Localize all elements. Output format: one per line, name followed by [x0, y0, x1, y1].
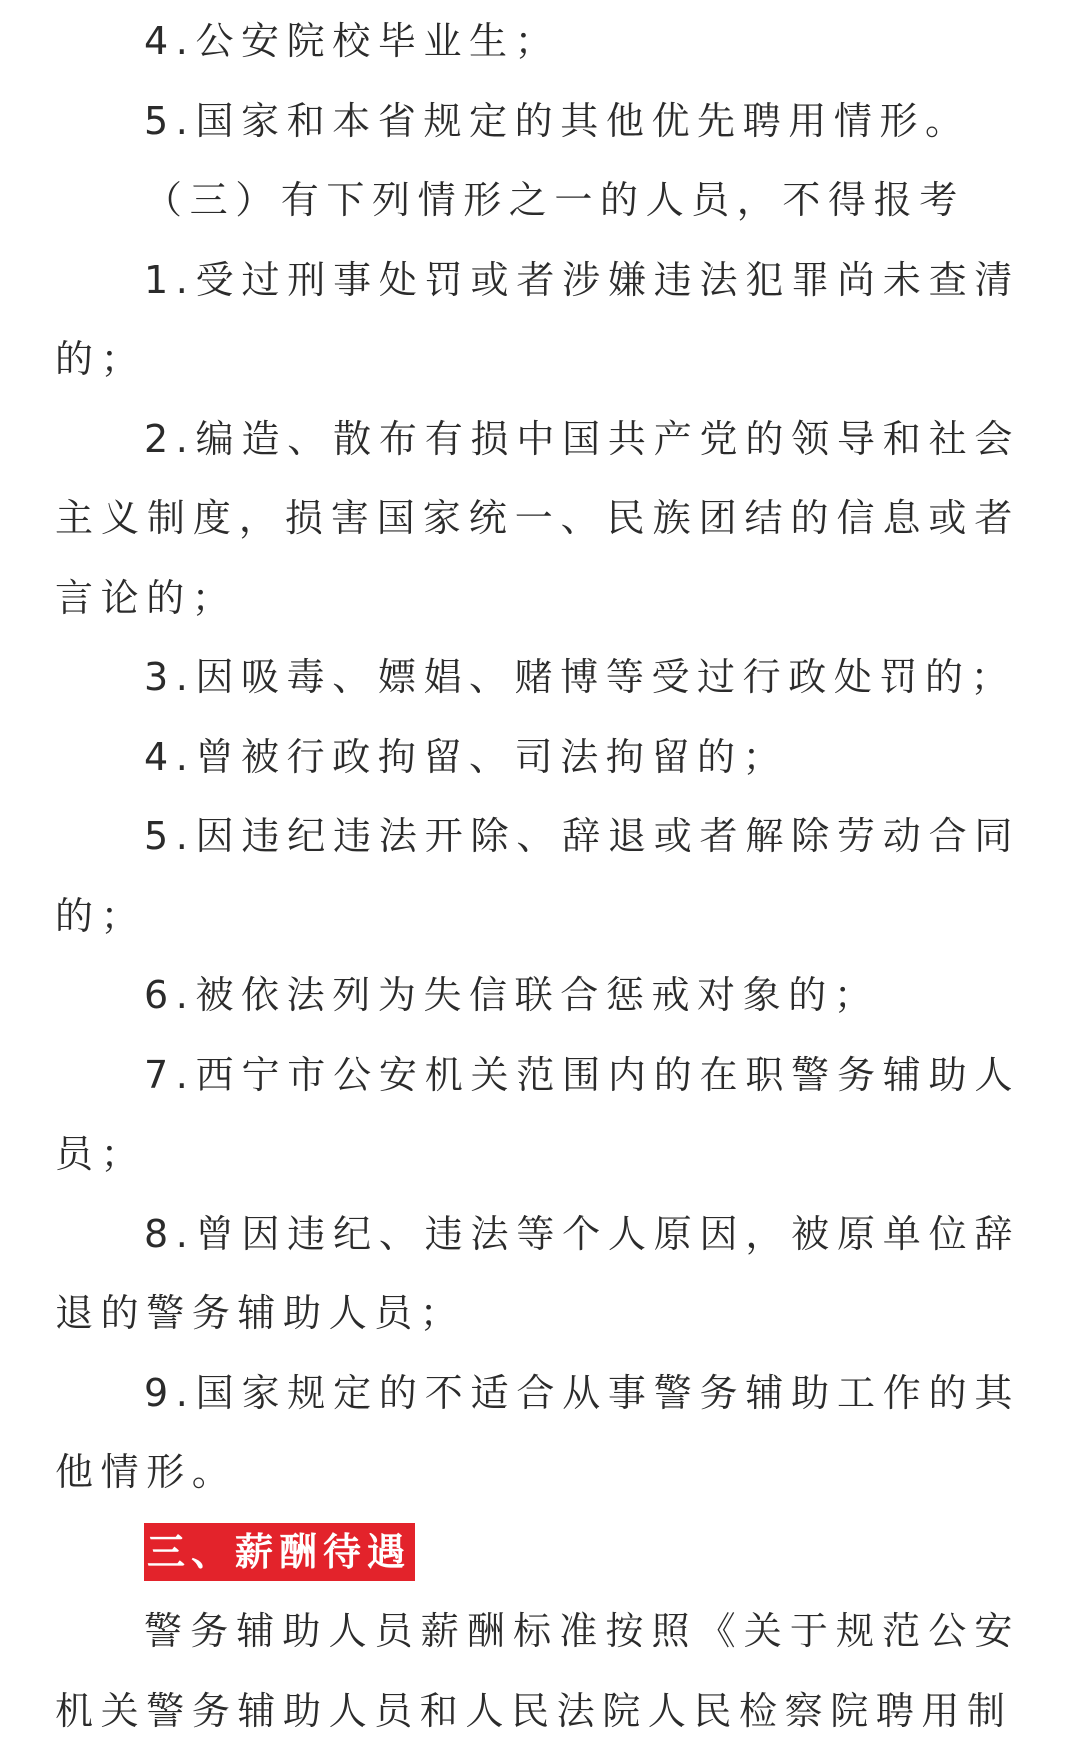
paragraph-subsection-ineligible: （三）有下列情形之一的人员，不得报考 — [144, 178, 965, 222]
paragraph-ineligible-8: 8.曾因违纪、违法等个人原因，被原单位辞退的警务辅助人员； — [55, 1211, 1020, 1335]
paragraph-ineligible-3: 3.因吸毒、嫖娼、赌博等受过行政处罚的； — [144, 655, 1017, 699]
paragraph-item-5-other-priority: 5.国家和本省规定的其他优先聘用情形。 — [144, 98, 971, 143]
paragraph-item-4-police-graduates: 4.公安院校毕业生； — [144, 19, 561, 63]
paragraph-ineligible-4: 4.曾被行政拘留、司法拘留的； — [144, 734, 789, 779]
section-heading-salary: 三、薪酬待遇 — [144, 1523, 415, 1581]
article-body — [55, 2, 1020, 1751]
paragraph-salary-standard: 警务辅助人员薪酬标准按照《关于规范公安机关警务辅助人员和人民法院人民检察院聘用制 — [55, 1609, 1020, 1733]
section-heading-row — [55, 1513, 1020, 1593]
paragraph-ineligible-2: 2.编造、散布有损中国共产党的领导和社会主义制度，损害国家统一、民族团结的信息或者言论的； — [55, 416, 1020, 620]
paragraph-ineligible-9: 9.国家规定的不适合从事警务辅助工作的其他情形。 — [55, 1370, 1020, 1494]
paragraph-ineligible-1: 1.受过刑事处罚或者涉嫌违法犯罪尚未查清的； — [55, 257, 1020, 381]
paragraph-ineligible-7: 7.西宁市公安机关范围内的在职警务辅助人员； — [55, 1052, 1020, 1176]
paragraph-ineligible-5: 5.因违纪违法开除、辞退或者解除劳动合同的； — [55, 814, 1020, 938]
paragraph-ineligible-6: 6.被依法列为失信联合惩戒对象的； — [144, 973, 880, 1017]
